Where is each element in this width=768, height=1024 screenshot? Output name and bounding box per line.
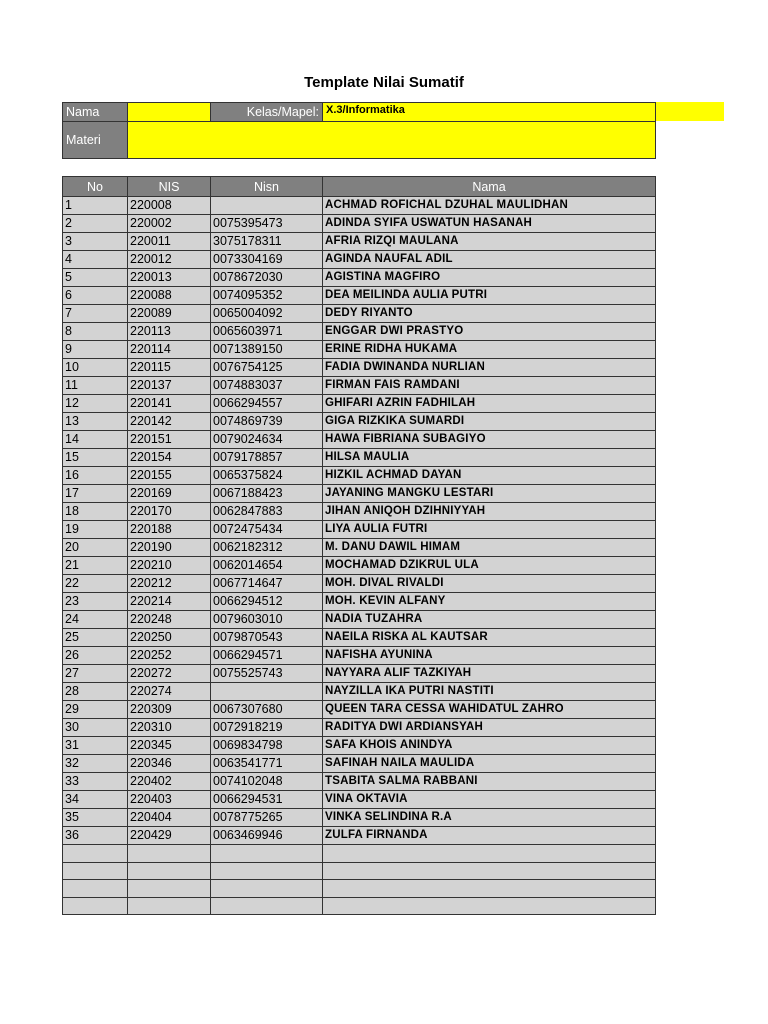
cell-no[interactable]: 27: [63, 665, 128, 683]
cell-nis[interactable]: 220402: [128, 773, 211, 791]
cell-no[interactable]: 29: [63, 701, 128, 719]
cell-nama[interactable]: NAYYARA ALIF TAZKIYAH: [323, 665, 656, 683]
cell-nama[interactable]: SAFINAH NAILA MAULIDA: [323, 755, 656, 773]
column-header-nis: NIS: [128, 177, 211, 197]
table-row: [63, 395, 656, 413]
cell-nis[interactable]: [128, 845, 211, 863]
table-row: [63, 521, 656, 539]
table-row: [63, 557, 656, 575]
cell-nama[interactable]: MOCHAMAD DZIKRUL ULA: [323, 557, 656, 575]
cell-nisn[interactable]: 0076754125: [211, 359, 323, 377]
cell-nama[interactable]: FIRMAN FAIS RAMDANI: [323, 377, 656, 395]
cell-nama[interactable]: TSABITA SALMA RABBANI: [323, 773, 656, 791]
cell-no[interactable]: 2: [63, 215, 128, 233]
cell-no[interactable]: 26: [63, 647, 128, 665]
cell-nama[interactable]: AGINDA NAUFAL ADIL: [323, 251, 656, 269]
cell-nama[interactable]: AFRIA RIZQI MAULANA: [323, 233, 656, 251]
table-row: [63, 773, 656, 791]
cell-nis[interactable]: 220113: [128, 323, 211, 341]
cell-nis[interactable]: 220429: [128, 827, 211, 845]
table-row: [63, 197, 656, 215]
cell-nis[interactable]: 220403: [128, 791, 211, 809]
cell-nisn[interactable]: 0067307680: [211, 701, 323, 719]
table-row: [63, 449, 656, 467]
cell-nama[interactable]: HILSA MAULIA: [323, 449, 656, 467]
cell-nis[interactable]: 220404: [128, 809, 211, 827]
table-row: [63, 647, 656, 665]
cell-no[interactable]: 15: [63, 449, 128, 467]
cell-nis[interactable]: 220154: [128, 449, 211, 467]
column-header-no: No: [63, 177, 128, 197]
cell-nisn[interactable]: 0063469946: [211, 827, 323, 845]
cell-nisn[interactable]: 0072918219: [211, 719, 323, 737]
cell-no[interactable]: 16: [63, 467, 128, 485]
cell-no[interactable]: 24: [63, 611, 128, 629]
cell-nama[interactable]: AGISTINA MAGFIRO: [323, 269, 656, 287]
cell-nis[interactable]: 220155: [128, 467, 211, 485]
cell-no[interactable]: 10: [63, 359, 128, 377]
cell-no[interactable]: 33: [63, 773, 128, 791]
cell-no[interactable]: [63, 845, 128, 863]
table-row: [63, 539, 656, 557]
cell-nisn[interactable]: 0075525743: [211, 665, 323, 683]
cell-nis[interactable]: 220142: [128, 413, 211, 431]
cell-nama[interactable]: [323, 880, 656, 898]
table-row: [63, 611, 656, 629]
table-header-row: [63, 177, 656, 197]
cell-nisn[interactable]: [211, 683, 323, 701]
nama-label: Nama: [63, 103, 128, 122]
cell-nisn[interactable]: 0065603971: [211, 323, 323, 341]
cell-no[interactable]: 30: [63, 719, 128, 737]
cell-nisn[interactable]: 3075178311: [211, 233, 323, 251]
cell-no[interactable]: 8: [63, 323, 128, 341]
cell-nama[interactable]: ACHMAD ROFICHAL DZUHAL MAULIDHAN: [323, 197, 656, 215]
cell-nis[interactable]: 220345: [128, 737, 211, 755]
cell-nisn[interactable]: 0074102048: [211, 773, 323, 791]
cell-no[interactable]: 3: [63, 233, 128, 251]
cell-nama[interactable]: DEA MEILINDA AULIA PUTRI: [323, 287, 656, 305]
cell-nama[interactable]: VINA OKTAVIA: [323, 791, 656, 809]
cell-nis[interactable]: 220252: [128, 647, 211, 665]
cell-nis[interactable]: 220002: [128, 215, 211, 233]
table-row: [63, 791, 656, 809]
table-row: [63, 467, 656, 485]
cell-nama[interactable]: ADINDA SYIFA USWATUN HASANAH: [323, 215, 656, 233]
table-row: [63, 233, 656, 251]
cell-nis[interactable]: [128, 862, 211, 880]
cell-no[interactable]: 21: [63, 557, 128, 575]
cell-no[interactable]: 14: [63, 431, 128, 449]
cell-nama[interactable]: JAYANING MANGKU LESTARI: [323, 485, 656, 503]
cell-nis[interactable]: 220188: [128, 521, 211, 539]
cell-nama[interactable]: LIYA AULIA FUTRI: [323, 521, 656, 539]
cell-nis[interactable]: 220011: [128, 233, 211, 251]
cell-nama[interactable]: GHIFARI AZRIN FADHILAH: [323, 395, 656, 413]
cell-nama[interactable]: HAWA FIBRIANA SUBAGIYO: [323, 431, 656, 449]
cell-nisn[interactable]: [211, 845, 323, 863]
page-title: Template Nilai Sumatif: [304, 74, 464, 91]
table-row: [63, 719, 656, 737]
cell-nama[interactable]: FADIA DWINANDA NURLIAN: [323, 359, 656, 377]
cell-no[interactable]: 18: [63, 503, 128, 521]
cell-nama[interactable]: NAFISHA AYUNINA: [323, 647, 656, 665]
cell-nisn[interactable]: 0075395473: [211, 215, 323, 233]
cell-nama[interactable]: NAEILA RISKA AL KAUTSAR: [323, 629, 656, 647]
kelas-mapel-field[interactable]: X.3/Informatika: [323, 103, 656, 122]
cell-nama[interactable]: MOH. KEVIN ALFANY: [323, 593, 656, 611]
cell-nisn[interactable]: 0078775265: [211, 809, 323, 827]
cell-nisn[interactable]: 0079603010: [211, 611, 323, 629]
cell-nis[interactable]: 220012: [128, 251, 211, 269]
cell-nama[interactable]: ERINE RIDHA HUKAMA: [323, 341, 656, 359]
cell-nis[interactable]: 220013: [128, 269, 211, 287]
table-row: [63, 880, 656, 898]
cell-no[interactable]: 35: [63, 809, 128, 827]
cell-nisn[interactable]: [211, 897, 323, 915]
kelas-mapel-label: Kelas/Mapel:: [211, 103, 323, 122]
cell-no[interactable]: 6: [63, 287, 128, 305]
cell-nis[interactable]: 220210: [128, 557, 211, 575]
table-row: [63, 701, 656, 719]
cell-no[interactable]: [63, 862, 128, 880]
cell-no[interactable]: 34: [63, 791, 128, 809]
cell-no[interactable]: 31: [63, 737, 128, 755]
table-row: [63, 665, 656, 683]
cell-nis[interactable]: [128, 897, 211, 915]
table-row: [63, 575, 656, 593]
cell-nisn[interactable]: [211, 197, 323, 215]
cell-no[interactable]: 7: [63, 305, 128, 323]
cell-nis[interactable]: 220248: [128, 611, 211, 629]
column-header-nisn: Nisn: [211, 177, 323, 197]
cell-no[interactable]: 36: [63, 827, 128, 845]
cell-no[interactable]: 19: [63, 521, 128, 539]
cell-nis[interactable]: 220272: [128, 665, 211, 683]
cell-no[interactable]: 22: [63, 575, 128, 593]
cell-nisn[interactable]: 0073304169: [211, 251, 323, 269]
cell-nama[interactable]: MOH. DIVAL RIVALDI: [323, 575, 656, 593]
cell-nisn[interactable]: 0066294571: [211, 647, 323, 665]
cell-no[interactable]: 23: [63, 593, 128, 611]
cell-nis[interactable]: 220008: [128, 197, 211, 215]
table-row: [63, 485, 656, 503]
cell-nis[interactable]: 220088: [128, 287, 211, 305]
cell-nis[interactable]: 220310: [128, 719, 211, 737]
cell-nisn[interactable]: 0066294512: [211, 593, 323, 611]
cell-nisn[interactable]: 0062847883: [211, 503, 323, 521]
table-row: [63, 862, 656, 880]
cell-nama[interactable]: VINKA SELINDINA R.A: [323, 809, 656, 827]
cell-no[interactable]: 32: [63, 755, 128, 773]
cell-nis[interactable]: 220346: [128, 755, 211, 773]
header-yellow-extension: [655, 102, 724, 121]
cell-nis[interactable]: 220137: [128, 377, 211, 395]
table-row: [63, 287, 656, 305]
nama-field[interactable]: [128, 103, 211, 122]
cell-nisn[interactable]: 0074883037: [211, 377, 323, 395]
table-row: [63, 269, 656, 287]
table-row: [63, 215, 656, 233]
cell-no[interactable]: 11: [63, 377, 128, 395]
cell-no[interactable]: 20: [63, 539, 128, 557]
table-row: [63, 827, 656, 845]
cell-no[interactable]: 5: [63, 269, 128, 287]
cell-nama[interactable]: RADITYA DWI ARDIANSYAH: [323, 719, 656, 737]
table-row: [63, 251, 656, 269]
cell-nis[interactable]: 220190: [128, 539, 211, 557]
table-row: [63, 809, 656, 827]
cell-nisn[interactable]: 0072475434: [211, 521, 323, 539]
table-row: [63, 845, 656, 863]
table-row: [63, 503, 656, 521]
table-row: [63, 593, 656, 611]
cell-nis[interactable]: 220089: [128, 305, 211, 323]
cell-nisn[interactable]: 0069834798: [211, 737, 323, 755]
header-table: [62, 102, 656, 159]
cell-nisn[interactable]: 0063541771: [211, 755, 323, 773]
table-row: [63, 737, 656, 755]
cell-nama[interactable]: [323, 897, 656, 915]
materi-field[interactable]: [128, 122, 656, 159]
cell-nama[interactable]: ZULFA FIRNANDA: [323, 827, 656, 845]
cell-nama[interactable]: DEDY RIYANTO: [323, 305, 656, 323]
cell-nisn[interactable]: 0066294557: [211, 395, 323, 413]
cell-nisn[interactable]: 0074869739: [211, 413, 323, 431]
materi-label: Materi: [63, 122, 128, 159]
cell-nama[interactable]: M. DANU DAWIL HIMAM: [323, 539, 656, 557]
table-row: [63, 323, 656, 341]
cell-no[interactable]: 12: [63, 395, 128, 413]
cell-nama[interactable]: NADIA TUZAHRA: [323, 611, 656, 629]
cell-nisn[interactable]: 0062014654: [211, 557, 323, 575]
cell-nama[interactable]: QUEEN TARA CESSA WAHIDATUL ZAHRO: [323, 701, 656, 719]
cell-no[interactable]: 9: [63, 341, 128, 359]
cell-nisn[interactable]: [211, 880, 323, 898]
cell-nama[interactable]: SAFA KHOIS ANINDYA: [323, 737, 656, 755]
cell-nis[interactable]: 220214: [128, 593, 211, 611]
cell-nama[interactable]: JIHAN ANIQOH DZIHNIYYAH: [323, 503, 656, 521]
cell-nama[interactable]: [323, 845, 656, 863]
cell-nisn[interactable]: 0074095352: [211, 287, 323, 305]
table-row: [63, 413, 656, 431]
cell-nama[interactable]: HIZKIL ACHMAD DAYAN: [323, 467, 656, 485]
table-row: [63, 897, 656, 915]
cell-nisn[interactable]: 0067714647: [211, 575, 323, 593]
cell-no[interactable]: [63, 897, 128, 915]
table-row: [63, 755, 656, 773]
cell-nis[interactable]: [128, 880, 211, 898]
cell-nisn[interactable]: 0067188423: [211, 485, 323, 503]
cell-nama[interactable]: ENGGAR DWI PRASTYO: [323, 323, 656, 341]
cell-nama[interactable]: GIGA RIZKIKA SUMARDI: [323, 413, 656, 431]
cell-nisn[interactable]: 0079178857: [211, 449, 323, 467]
cell-nisn[interactable]: 0078672030: [211, 269, 323, 287]
cell-nisn[interactable]: 0062182312: [211, 539, 323, 557]
cell-nis[interactable]: 220309: [128, 701, 211, 719]
cell-no[interactable]: [63, 880, 128, 898]
cell-no[interactable]: 25: [63, 629, 128, 647]
cell-nisn[interactable]: 0065004092: [211, 305, 323, 323]
cell-nis[interactable]: 220115: [128, 359, 211, 377]
cell-nisn[interactable]: [211, 862, 323, 880]
cell-nis[interactable]: 220212: [128, 575, 211, 593]
column-header-nama: Nama: [323, 177, 656, 197]
table-row: [63, 629, 656, 647]
cell-no[interactable]: 17: [63, 485, 128, 503]
cell-no[interactable]: 28: [63, 683, 128, 701]
table-row: [63, 359, 656, 377]
cell-no[interactable]: 4: [63, 251, 128, 269]
table-row: [63, 341, 656, 359]
cell-nama[interactable]: [323, 862, 656, 880]
cell-nisn[interactable]: 0065375824: [211, 467, 323, 485]
cell-nis[interactable]: 220250: [128, 629, 211, 647]
cell-no[interactable]: 13: [63, 413, 128, 431]
student-table: [62, 176, 656, 915]
cell-nisn[interactable]: 0071389150: [211, 341, 323, 359]
cell-nis[interactable]: 220114: [128, 341, 211, 359]
table-row: [63, 305, 656, 323]
table-row: [63, 377, 656, 395]
cell-nis[interactable]: 220151: [128, 431, 211, 449]
cell-nama[interactable]: NAYZILLA IKA PUTRI NASTITI: [323, 683, 656, 701]
table-row: [63, 683, 656, 701]
cell-nis[interactable]: 220169: [128, 485, 211, 503]
cell-nisn[interactable]: 0079870543: [211, 629, 323, 647]
cell-nisn[interactable]: 0066294531: [211, 791, 323, 809]
cell-nisn[interactable]: 0079024634: [211, 431, 323, 449]
cell-nis[interactable]: 220274: [128, 683, 211, 701]
cell-no[interactable]: 1: [63, 197, 128, 215]
cell-nis[interactable]: 220141: [128, 395, 211, 413]
table-row: [63, 431, 656, 449]
cell-nis[interactable]: 220170: [128, 503, 211, 521]
